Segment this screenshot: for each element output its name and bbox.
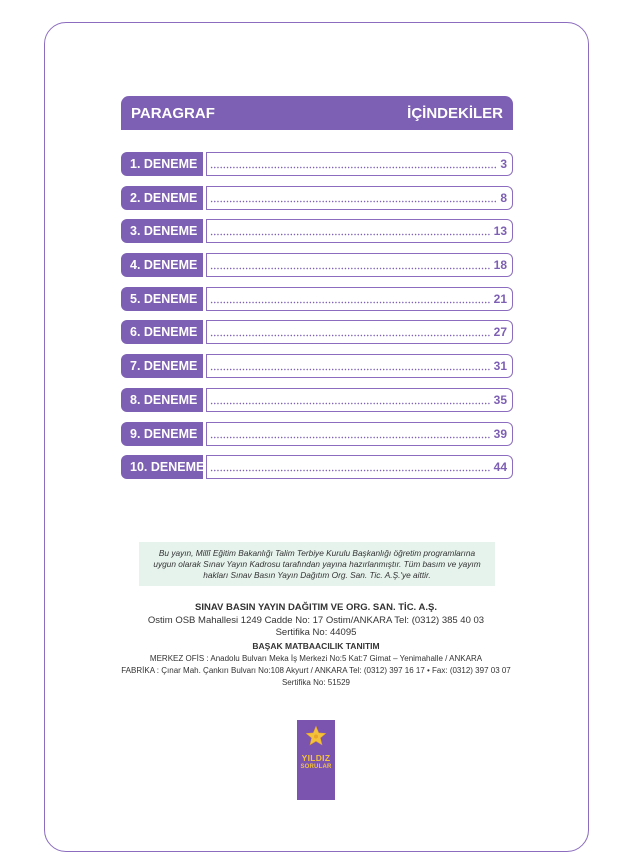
printer-info xyxy=(100,641,532,689)
publisher-certificate: Sertifika No: 44095 xyxy=(275,627,357,638)
notice-line: uygun olarak Sınav Yayın Kadrosu tarafından yayına hazırlanmıştır. Tüm basım ve yayım xyxy=(153,559,481,569)
toc-page-number: 44 xyxy=(493,460,507,475)
toc-row[interactable] xyxy=(121,354,513,378)
toc-row[interactable] xyxy=(121,253,513,277)
notice-line: Bu yayın, Millî Eğitim Bakanlığı Talim Terbiye Kurulu Başkanlığı öğretim programlarına xyxy=(158,548,476,558)
toc-row-body xyxy=(206,388,513,412)
dot-leader xyxy=(210,360,490,372)
toc-row-label: 9. DENEME xyxy=(121,422,203,446)
toc-row-label: 6. DENEME xyxy=(121,320,203,344)
toc-row[interactable] xyxy=(121,455,513,479)
dot-leader xyxy=(210,461,490,473)
toc-page-number: 35 xyxy=(493,392,507,407)
toc-row-label: 10. DENEME xyxy=(121,455,203,479)
brand-logo xyxy=(297,720,335,800)
toc-row-body xyxy=(206,287,513,311)
printer-factory: FABRİKA : Çınar Mah. Çankırı Bulvarı No:108 Akyurt / ANKARA Tel: (0312) 397 16 17 • Fax: (0312) 397 03 07 xyxy=(121,666,511,675)
toc-header xyxy=(121,96,513,130)
brand-name xyxy=(300,753,331,772)
toc-row-label: 1. DENEME xyxy=(121,152,203,176)
toc-row-body xyxy=(206,320,513,344)
dot-leader xyxy=(210,158,496,170)
printer-office: MERKEZ OFİS : Anadolu Bulvarı Meka İş Merkezi No:5 Kat:7 Gimat – Yenimahalle / ANKARA xyxy=(149,654,483,663)
toc-page-number: 13 xyxy=(493,224,507,239)
toc-row-body xyxy=(206,354,513,378)
toc-row-label: 4. DENEME xyxy=(121,253,203,277)
toc-row-body xyxy=(206,186,513,210)
printer-name: BAŞAK MATBAACILIK TANITIM xyxy=(252,641,380,651)
toc-row-body xyxy=(206,455,513,479)
toc-page-number: 27 xyxy=(493,325,507,340)
publisher-info xyxy=(100,602,532,639)
dot-leader xyxy=(210,394,490,406)
dot-leader xyxy=(210,428,490,440)
toc-row[interactable] xyxy=(121,219,513,243)
toc-row-label: 2. DENEME xyxy=(121,186,203,210)
toc-row[interactable] xyxy=(121,320,513,344)
publisher-address: Ostim OSB Mahallesi 1249 Cadde No: 17 Ostim/ANKARA Tel: (0312) 385 40 03 xyxy=(147,615,485,626)
toc-row-body xyxy=(206,152,513,176)
dot-leader xyxy=(210,326,490,338)
toc-row[interactable] xyxy=(121,152,513,176)
toc-row[interactable] xyxy=(121,422,513,446)
toc-list xyxy=(121,152,513,489)
toc-page-number: 39 xyxy=(493,426,507,441)
toc-row[interactable] xyxy=(121,388,513,412)
toc-page-number: 18 xyxy=(493,258,507,273)
star-icon xyxy=(305,725,327,747)
toc-row-body xyxy=(206,253,513,277)
dot-leader xyxy=(210,259,490,271)
toc-row-label: 5. DENEME xyxy=(121,287,203,311)
toc-page-number: 8 xyxy=(500,190,507,205)
dot-leader xyxy=(210,225,490,237)
brand-line2: SORULAR xyxy=(300,764,332,770)
publisher-name: SINAV BASIN YAYIN DAĞITIM VE ORG. SAN. TİC. A.Ş. xyxy=(195,602,437,613)
subject-title: PARAGRAF xyxy=(131,104,215,122)
toc-row-body xyxy=(206,422,513,446)
toc-row-label: 8. DENEME xyxy=(121,388,203,412)
copyright-notice xyxy=(139,542,495,586)
printer-certificate: Sertifika No: 51529 xyxy=(281,678,351,687)
toc-row[interactable] xyxy=(121,287,513,311)
notice-line: hakları Sınav Basın Yayın Dağıtım Org. San. Tic. A.Ş.'ye aittir. xyxy=(203,570,431,580)
brand-line1: YILDIZ xyxy=(301,753,331,763)
contents-title: İÇİNDEKİLER xyxy=(407,104,503,122)
toc-page-number: 3 xyxy=(500,157,507,171)
toc-row-body xyxy=(206,219,513,243)
dot-leader xyxy=(210,293,490,305)
toc-page-number: 21 xyxy=(493,291,507,306)
toc-row-label: 3. DENEME xyxy=(121,219,203,243)
toc-row-label: 7. DENEME xyxy=(121,354,203,378)
dot-leader xyxy=(210,192,496,204)
toc-page-number: 31 xyxy=(493,359,507,374)
toc-row[interactable] xyxy=(121,186,513,210)
